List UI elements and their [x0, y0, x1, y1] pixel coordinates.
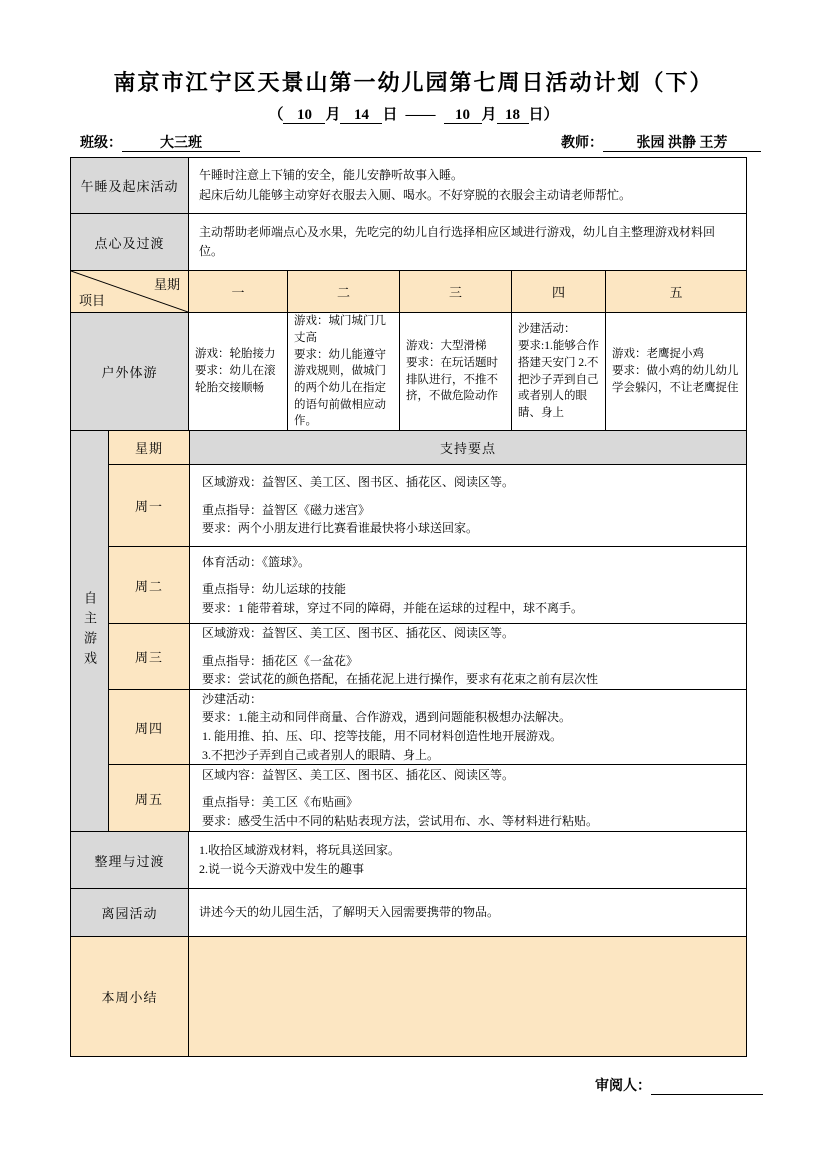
table-row-tidy: [71, 831, 746, 888]
thu-content: [189, 690, 746, 764]
day-header-tue: 二: [287, 271, 399, 312]
day-1-blank: 14: [340, 107, 382, 125]
wed-content: [189, 624, 746, 689]
outdoor-thu-cell: [511, 313, 605, 430]
tue-content: [189, 547, 746, 623]
date-open: （: [268, 107, 284, 123]
day-header-mon: 一: [188, 271, 287, 312]
outdoor-thu-req: 要求:1.能够合作搭建天安门 2.不把沙子弄到自己或者别人的眼睛、身上: [518, 340, 599, 419]
wed-line-2: 重点指导：插花区《一盆花》: [202, 653, 359, 668]
outdoor-wed-cell: [399, 313, 511, 430]
thu-line-1: 沙建活动：: [202, 691, 263, 706]
autonomous-label-text: 自主游戏: [82, 591, 97, 671]
outdoor-thu-game: 沙建活动：: [518, 323, 576, 336]
date-dash: ——: [405, 107, 436, 123]
nap-line-2: 起床后幼儿能够主动穿好衣服去入厕、喝水。不好穿脱的衣服会主动请老师帮忙。: [199, 187, 632, 202]
outdoor-mon-req: 要求：幼儿在滚轮胎交接顺畅: [195, 365, 276, 394]
corner-week-label: 星期: [153, 277, 180, 292]
fri-line-2: 重点指导：美工区《布贴画》: [202, 795, 359, 810]
reviewer-blank: [651, 1079, 763, 1095]
nap-line-1: 午睡时注意上下铺的安全，能儿安静听故事入睡。: [199, 168, 464, 183]
outdoor-mon-cell: [188, 313, 287, 430]
outdoor-tue-req: 要求：幼儿能遵守游戏规则，做城门的两个幼儿在指定的语句前做相应动作。: [294, 348, 386, 428]
leave-row-content: [188, 889, 746, 936]
thu-label: 周四: [109, 690, 189, 764]
corner-project-label: 项目: [79, 293, 106, 308]
date-line: [0, 103, 827, 124]
table-row-snack: [71, 213, 746, 270]
outdoor-wed-game: 游戏：大型滑梯: [406, 340, 487, 353]
wed-line-1: 区域游戏：益智区、美工区、图书区、插花区、阅读区等。: [202, 626, 515, 641]
activity-plan-table: [70, 157, 747, 1057]
thu-line-4: 3.不把沙子弄到自己或者别人的眼睛、身上。: [202, 747, 440, 762]
reviewer-label: 审阅人：: [595, 1079, 651, 1094]
outdoor-tue-cell: [287, 313, 399, 430]
tidy-row-content: [188, 832, 746, 888]
autonomous-sub-table: [108, 431, 746, 831]
wed-label: 周三: [109, 624, 189, 689]
teacher-value: 张园 洪静 王芳: [603, 136, 761, 152]
fri-label: 周五: [109, 765, 189, 831]
weekday-header-row: [71, 270, 746, 312]
mon-line-2: 重点指导：益智区《磁力迷宫》: [202, 502, 371, 517]
tidy-line-2: 2.说一说今天游戏中发生的趣事: [199, 862, 365, 876]
tue-line-1: 体育活动：《篮球》。: [202, 554, 311, 569]
outdoor-row-label: 户外体游: [71, 313, 188, 430]
autonomous-header-row: [109, 431, 746, 464]
summary-row-content: [188, 937, 746, 1056]
autonomous-row-tue: [109, 546, 746, 623]
outdoor-mon-game: 游戏：轮胎接力: [195, 348, 276, 361]
month-2-blank: 10: [444, 107, 482, 125]
day-header-wed: 三: [399, 271, 511, 312]
thu-line-2: 要求：1.能主动和同伴商量、合作游戏，遇到问题能积极想办法解决。: [202, 710, 572, 725]
day-header-fri: 五: [605, 271, 746, 312]
class-field: [80, 132, 240, 152]
outdoor-fri-req: 要求：做小鸡的幼儿幼儿学会躲闪，不让老鹰捉住: [612, 365, 739, 394]
tidy-row-label: 整理与过渡: [71, 832, 188, 888]
nap-row-label: 午睡及起床活动: [71, 158, 188, 213]
autonomous-vertical-label: [71, 431, 108, 831]
snack-row-content: [188, 214, 746, 270]
autonomous-row-wed: [109, 623, 746, 689]
month-1-blank: 10: [283, 107, 325, 125]
class-value: 大三班: [122, 136, 240, 152]
day-2-label: 日）: [528, 107, 559, 123]
outdoor-fri-cell: [605, 313, 746, 430]
snack-line: 主动帮助老师端点心及水果，先吃完的幼儿自行选择相应区域进行游戏，幼儿自主整理游戏材料回位。: [199, 224, 716, 258]
tue-line-3: 要求：1 能带着球，穿过不同的障碍，并能在运球的过程中，球不离手。: [202, 600, 584, 615]
diagonal-header-cell: [71, 271, 188, 312]
month-1-label: 月: [325, 107, 341, 123]
fri-content: [189, 765, 746, 831]
table-row-outdoor: [71, 312, 746, 430]
table-row-nap: [71, 158, 746, 213]
day-header-thu: 四: [511, 271, 605, 312]
table-row-leave: [71, 888, 746, 936]
wed-line-3: 要求：尝试花的颜色搭配，在插花泥上进行操作，要求有花束之前有层次性: [202, 672, 599, 687]
snack-row-label: 点心及过渡: [71, 214, 188, 270]
fri-line-3: 要求：感受生活中不同的粘贴表现方法，尝试用布、水、等材料进行粘贴。: [202, 813, 599, 828]
summary-row-label: 本周小结: [71, 937, 188, 1056]
mon-line-3: 要求：两个小朋友进行比赛看谁最快将小球送回家。: [202, 521, 479, 536]
table-row-autonomous: [71, 430, 746, 831]
autonomous-row-thu: [109, 689, 746, 764]
fri-line-1: 区域内容：益智区、美工区、图书区、插花区、阅读区等。: [202, 767, 515, 782]
class-label: 班级：: [80, 136, 122, 151]
outdoor-fri-game: 游戏：老鹰捉小鸡: [612, 348, 704, 361]
tue-line-2: 重点指导：幼儿运球的技能: [202, 582, 347, 597]
leave-line: 讲述今天的幼儿园生活，了解明天入园需要携带的物品。: [199, 904, 500, 919]
mon-content: [189, 465, 746, 546]
reviewer-line: [0, 1075, 763, 1095]
teacher-label: 教师：: [561, 136, 603, 151]
sub-header-points: 支持要点: [189, 431, 746, 464]
autonomous-row-mon: [109, 464, 746, 546]
outdoor-tue-game: 游戏：城门城门几丈高: [294, 315, 386, 344]
tidy-line-1: 1.收拾区域游戏材料，将玩具送回家。: [199, 842, 401, 857]
sub-header-week: 星期: [109, 431, 189, 464]
nap-row-content: [188, 158, 746, 213]
mon-line-1: 区域游戏：益智区、美工区、图书区、插花区、阅读区等。: [202, 475, 515, 490]
page-title: 南京市江宁区天景山第一幼儿园第七周日活动计划（下）: [113, 70, 714, 95]
tue-label: 周二: [109, 547, 189, 623]
teacher-field: [561, 132, 761, 152]
month-2-label: 月: [481, 107, 497, 123]
thu-line-3: 1. 能用推、拍、压、印、挖等技能，用不同材料创造性地开展游戏。: [202, 729, 563, 743]
mon-label: 周一: [109, 465, 189, 546]
meta-row: [80, 132, 761, 152]
day-2-blank: 18: [497, 107, 529, 125]
table-row-summary: [71, 936, 746, 1056]
leave-row-label: 离园活动: [71, 889, 188, 936]
autonomous-row-fri: [109, 764, 746, 831]
day-1-label: 日: [382, 107, 398, 123]
outdoor-wed-req: 要求：在玩话题时排队进行，不推不挤，不做危险动作: [406, 356, 498, 403]
